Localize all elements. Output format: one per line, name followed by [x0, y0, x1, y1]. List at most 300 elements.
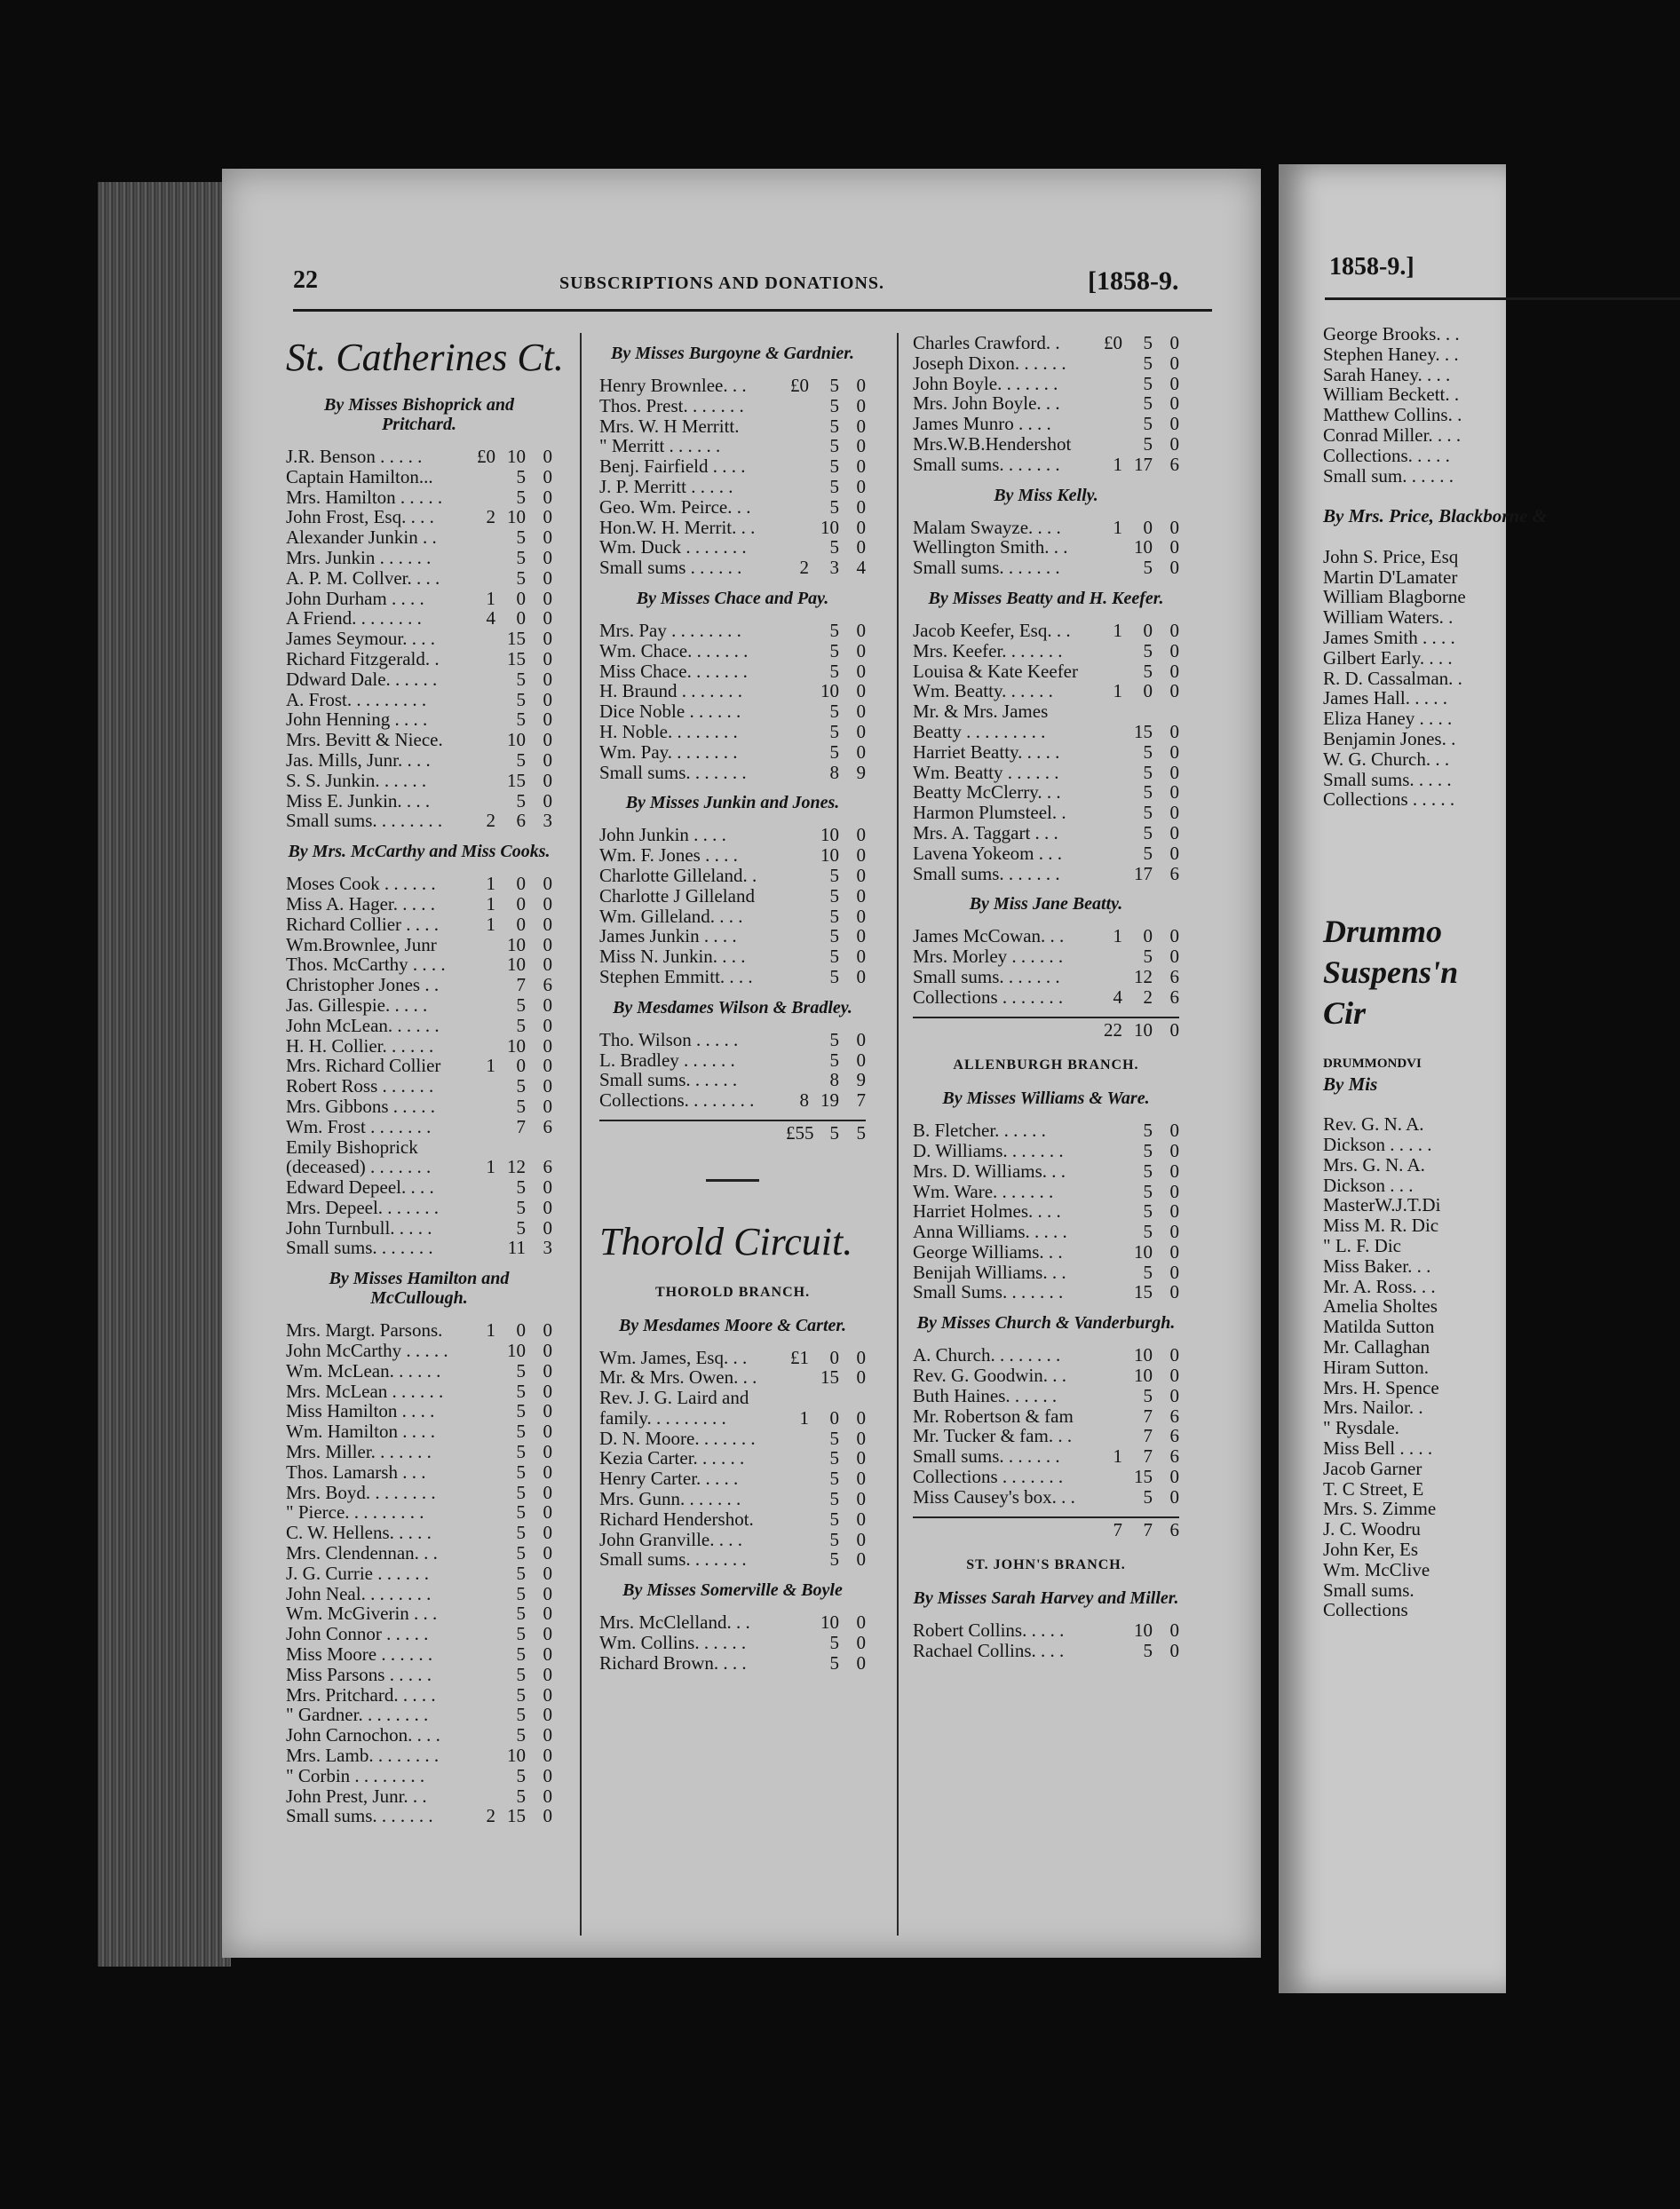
amount-pence: 0: [543, 1663, 552, 1685]
subscription-row: [913, 823, 1179, 843]
amount-shillings: 5: [829, 415, 839, 437]
amount-pounds: [786, 456, 809, 477]
amount-shillings: 5: [516, 748, 526, 771]
amount-pounds: [472, 1543, 495, 1564]
donor-name: Miss Moore . . . . . .: [286, 1643, 433, 1666]
subscription-row: [599, 376, 866, 396]
amount-pounds: [472, 1382, 495, 1402]
subscription-row: [913, 742, 1179, 763]
amount-shillings: 5: [829, 720, 839, 742]
amount-shillings: 5: [516, 1501, 526, 1524]
amount-pence: 0: [543, 1421, 552, 1443]
amount-pence: 0: [856, 1406, 866, 1429]
amount-shillings: 15: [1134, 720, 1153, 742]
amount-shillings: 5: [829, 864, 839, 886]
amount-pence: 0: [1169, 1281, 1179, 1303]
amount-pounds: [1099, 843, 1122, 864]
amount-pence: 0: [543, 506, 552, 528]
amount-shillings: 5: [1143, 781, 1153, 804]
amount-pounds: [1099, 558, 1122, 578]
facing-page-line: Matthew Collins. .: [1323, 404, 1462, 426]
donor-name: Stephen Emmitt. . . .: [599, 965, 753, 987]
amount-shillings: 10: [820, 1611, 839, 1634]
donor-name: B. Fletcher. . . . . .: [913, 1120, 1046, 1142]
amount-shillings: 15: [1134, 1281, 1153, 1303]
section-title: St. Catherines Ct.: [286, 336, 564, 379]
subscription-row: [286, 811, 552, 831]
amount-pence: 0: [543, 1745, 552, 1767]
amount-pence: 0: [543, 994, 552, 1016]
facing-page-line: " L. F. Dic: [1323, 1235, 1401, 1257]
amount-shillings: 5: [516, 1216, 526, 1239]
collector-heading: By Misses Burgoyne & Gardnier.: [611, 344, 854, 363]
amount-pounds: [1099, 946, 1122, 967]
amount-shillings: 5: [516, 1359, 526, 1382]
amount-pounds: £0: [477, 446, 495, 467]
amount-pounds: 1: [486, 913, 495, 935]
donor-name: H. Braund . . . . . . .: [599, 680, 742, 702]
subscription-row: [913, 1620, 1179, 1641]
donor-name: Collections . . . . . . .: [913, 1466, 1064, 1488]
donor-name: Louisa & Kate Keefer: [913, 660, 1078, 682]
amount-pence: 0: [543, 1400, 552, 1422]
branch-heading: ST. JOHN'S BRANCH.: [966, 1557, 1126, 1573]
subscription-row: [913, 537, 1179, 558]
subscription-row: [599, 866, 866, 886]
donor-name: Wm. Beatty . . . . . .: [913, 761, 1059, 783]
amount-pence: 0: [543, 769, 552, 791]
amount-pounds: 22: [1104, 1018, 1122, 1041]
donor-name: Small sums. . . . . . .: [286, 1237, 433, 1259]
subscription-row: [599, 681, 866, 701]
donor-name: Small sums. . . . . . .: [599, 761, 747, 783]
facing-page-line: Small sums.: [1323, 1579, 1415, 1601]
amount-pounds: [472, 690, 495, 710]
amount-pounds: [786, 1549, 809, 1570]
subscription-row: [599, 1050, 866, 1071]
facing-page-line: Miss M. R. Dic: [1323, 1215, 1439, 1237]
donor-name: Mrs. Depeel. . . . . . .: [286, 1196, 440, 1218]
amount-pounds: [472, 1603, 495, 1624]
amount-pounds: [472, 1584, 495, 1604]
collector-heading: By Miss Kelly.: [994, 485, 1098, 505]
amount-pence: 0: [543, 647, 552, 669]
donor-name: Christopher Jones . .: [286, 974, 440, 996]
amount-pounds: [1099, 1201, 1122, 1222]
amount-pounds: [786, 681, 809, 701]
amount-pounds: [1099, 537, 1122, 558]
donor-name: Captain Hamilton...: [286, 465, 433, 487]
subscription-row: [286, 1076, 552, 1097]
amount-shillings: 8: [829, 1069, 839, 1091]
donor-name: Mr. & Mrs. James: [913, 701, 1049, 723]
amount-pence: 0: [856, 680, 866, 702]
donor-name: D. Williams. . . . . . .: [913, 1139, 1064, 1161]
donor-name: Jacob Keefer, Esq. . .: [913, 619, 1071, 641]
amount-pence: 0: [1169, 432, 1179, 455]
amount-pounds: [472, 629, 495, 649]
amount-pounds: [1099, 864, 1122, 884]
facing-page-line: Stephen Haney. . .: [1323, 343, 1459, 365]
section-separator: [706, 1179, 759, 1182]
subscription-row: [913, 1201, 1179, 1222]
facing-page-line: Mrs. Nailor. .: [1323, 1397, 1423, 1419]
amount-pounds: [1099, 1426, 1122, 1446]
facing-page-line: Drummo: [1323, 914, 1443, 950]
amount-pounds: [786, 1367, 809, 1388]
amount-pounds: [1099, 763, 1122, 783]
subscription-row: [913, 1222, 1179, 1242]
amount-pounds: [472, 1483, 495, 1503]
amount-shillings: 5: [829, 435, 839, 457]
amount-shillings: 5: [516, 1461, 526, 1483]
amount-pence: 0: [543, 486, 552, 508]
amount-shillings: 5: [1143, 740, 1153, 763]
collector-heading: By Misses Church & Vanderburgh.: [916, 1313, 1176, 1334]
amount-pence: 0: [1169, 802, 1179, 824]
donor-name: Wm. Collins. . . . . .: [599, 1632, 747, 1654]
facing-page-line: Dickson . . . . .: [1323, 1134, 1432, 1156]
subscription-row: [599, 1653, 866, 1674]
amount-pence: 0: [856, 720, 866, 742]
amount-pence: 6: [1169, 1445, 1179, 1468]
amount-shillings: 5: [829, 1508, 839, 1530]
facing-page-line: By Mrs. Price, Blackborne &: [1323, 505, 1547, 527]
amount-pence: 0: [1169, 946, 1179, 968]
amount-pounds: [786, 1612, 809, 1633]
subscription-row: [286, 1685, 552, 1706]
donor-name: Miss Hamilton . . . .: [286, 1400, 435, 1422]
subscription-row: [913, 1141, 1179, 1161]
amount-shillings: 5: [829, 1028, 839, 1050]
amount-pence: 0: [1169, 720, 1179, 742]
subscription-row: [286, 975, 552, 995]
donor-name: Small sums. . . . . . .: [913, 557, 1060, 579]
subscription-row: [913, 621, 1179, 641]
donor-name: (deceased) . . . . . . .: [286, 1156, 432, 1178]
amount-shillings: 5: [516, 1764, 526, 1786]
subscription-row: [286, 669, 552, 690]
amount-pence: 0: [543, 607, 552, 629]
amount-shillings: 5: [516, 1400, 526, 1422]
donor-name: Harriet Holmes. . . .: [913, 1200, 1061, 1223]
subscription-row: [599, 926, 866, 946]
amount-pounds: [472, 548, 495, 568]
subscription-row: [599, 1408, 866, 1429]
amount-shillings: 5: [1143, 1221, 1153, 1243]
donor-name: Mr. Tucker & fam. . .: [913, 1425, 1073, 1447]
amount-pence: 0: [543, 688, 552, 710]
amount-pounds: £0: [790, 375, 809, 396]
donor-name: Thos. Prest. . . . . . .: [599, 394, 744, 416]
amount-pounds: [1099, 1161, 1122, 1182]
subscription-row: [286, 730, 552, 750]
subscription-row: [286, 914, 552, 935]
branch-heading: ALLENBURGH BRANCH.: [953, 1057, 1139, 1073]
amount-pence: 0: [543, 933, 552, 955]
subscription-row: [913, 1120, 1179, 1141]
subscription-row: [913, 763, 1179, 783]
donor-name: Beatty McClerry. . .: [913, 781, 1061, 804]
subscription-row: [286, 1056, 552, 1076]
amount-shillings: 5: [829, 1468, 839, 1490]
amount-pence: 0: [1169, 536, 1179, 558]
donor-name: Henry Brownlee. . .: [599, 375, 747, 396]
amount-pence: 3: [543, 810, 552, 832]
subscription-row: [913, 967, 1179, 987]
amount-shillings: 5: [1143, 1180, 1153, 1202]
amount-shillings: 0: [516, 1319, 526, 1342]
amount-pence: 0: [856, 1346, 866, 1368]
amount-pence: 0: [1169, 1466, 1179, 1488]
amount-pounds: 1: [799, 1406, 809, 1429]
branch-heading: THOROLD BRANCH.: [654, 1284, 811, 1300]
amount-shillings: 0: [516, 873, 526, 895]
collector-heading: By Mesdames Moore & Carter.: [618, 1315, 847, 1335]
amount-shillings: 5: [516, 1380, 526, 1402]
donor-name: Malam Swayze. . . .: [913, 516, 1061, 538]
subscription-row: [286, 608, 552, 629]
amount-pounds: [472, 487, 495, 508]
donor-name: Edward Depeel. . . .: [286, 1176, 434, 1199]
amount-shillings: 5: [1143, 639, 1153, 661]
donor-name: Miss Parsons . . . . .: [286, 1663, 432, 1685]
donor-name: John Boyle. . . . . . .: [913, 372, 1058, 394]
amount-shillings: 10: [507, 1745, 526, 1767]
amount-pence: 0: [856, 884, 866, 907]
donor-name: Wm. Duck . . . . . . .: [599, 536, 747, 558]
amount-shillings: 5: [516, 1582, 526, 1604]
amount-pounds: [786, 701, 809, 722]
donor-name: Tho. Wilson . . . . .: [599, 1028, 739, 1050]
subscription-row: [913, 374, 1179, 394]
amount-shillings: 0: [1143, 619, 1153, 641]
donor-name: Wm. Hamilton . . . .: [286, 1421, 435, 1443]
donor-name: Collections. . . . . . . .: [599, 1089, 755, 1112]
amount-shillings: 5: [516, 546, 526, 568]
subscription-row: [599, 661, 866, 682]
donor-name: Harriet Beatty. . . . .: [913, 740, 1060, 763]
donor-name: Benijah Williams. . .: [913, 1261, 1066, 1283]
amount-pounds: [786, 518, 809, 538]
amount-shillings: 5: [516, 1481, 526, 1503]
amount-pounds: [786, 1653, 809, 1674]
donor-name: Mrs. McClelland. . .: [599, 1611, 750, 1634]
amount-pounds: [786, 1388, 809, 1408]
amount-shillings: 5: [516, 1542, 526, 1564]
amount-pence: 0: [543, 1522, 552, 1544]
amount-pounds: [472, 1036, 495, 1057]
amount-pence: 0: [543, 1785, 552, 1807]
facing-page-line: Mrs. S. Zimme: [1323, 1498, 1437, 1520]
donor-name: Thos. Lamarsh . . .: [286, 1461, 426, 1483]
donor-name: Richard Brown. . . .: [599, 1651, 747, 1674]
amount-pence: 9: [856, 761, 866, 783]
amount-pounds: [472, 1177, 495, 1198]
amount-shillings: 5: [516, 688, 526, 710]
donor-name: Charlotte J Gilleland: [599, 884, 755, 907]
donor-name: Small sums. . . . . . .: [286, 1805, 433, 1827]
collector-heading: By Misses Somerville & Boyle: [622, 1580, 843, 1601]
amount-pounds: 2: [486, 1805, 495, 1827]
amount-pence: 0: [856, 495, 866, 518]
subscription-row: [286, 629, 552, 649]
amount-pence: 0: [856, 1611, 866, 1634]
facing-page-line: Mr. Callaghan: [1323, 1336, 1430, 1358]
amount-pence: 0: [543, 1603, 552, 1625]
amount-pence: 0: [856, 1468, 866, 1490]
facing-page-line: William Blagborne: [1323, 586, 1466, 608]
column-1: [286, 333, 564, 1827]
amount-shillings: 7: [1143, 1518, 1153, 1540]
subscription-row: [286, 1361, 552, 1382]
amount-shillings: 5: [829, 946, 839, 968]
amount-pence: 0: [856, 1447, 866, 1469]
amount-pounds: [1099, 434, 1122, 455]
subscription-row: [599, 537, 866, 558]
amount-shillings: 5: [516, 527, 526, 549]
amount-pounds: [786, 742, 809, 763]
donor-name: J.R. Benson . . . . .: [286, 446, 423, 467]
donor-name: D. N. Moore. . . . . . .: [599, 1427, 756, 1449]
subscription-row: [286, 1543, 552, 1564]
amount-pounds: [472, 1624, 495, 1644]
facing-header-rule: [1325, 297, 1680, 300]
amount-pounds: [1099, 1282, 1122, 1302]
amount-pence: 6: [1169, 965, 1179, 987]
amount-pence: 0: [543, 527, 552, 549]
subscription-row: [599, 1549, 866, 1570]
amount-pounds: [472, 1016, 495, 1036]
subscription-row: [599, 621, 866, 641]
amount-pounds: [786, 1448, 809, 1469]
amount-pounds: [786, 641, 809, 661]
amount-pence: 0: [1169, 660, 1179, 682]
amount-pounds: [472, 1644, 495, 1665]
facing-page-line: [1323, 871, 1678, 891]
amount-pounds: 1: [486, 587, 495, 609]
amount-pence: 0: [1169, 1139, 1179, 1161]
subscription-row: [913, 864, 1179, 884]
subscription-row: [286, 1320, 552, 1341]
amount-pounds: 4: [1113, 986, 1122, 1008]
subscription-row: [913, 1345, 1179, 1366]
amount-shillings: 5: [516, 566, 526, 589]
donor-name: Wm. James, Esq. . .: [599, 1346, 748, 1368]
amount-pounds: [1099, 722, 1122, 742]
amount-pounds: [1099, 414, 1122, 434]
amount-pence: 0: [1169, 842, 1179, 864]
subscription-row: [913, 987, 1179, 1008]
subscription-row: [913, 558, 1179, 578]
amount-shillings: 0: [829, 1346, 839, 1368]
amount-shillings: 5: [1143, 842, 1153, 864]
amount-pence: 0: [543, 748, 552, 771]
amount-pence: 0: [856, 1028, 866, 1050]
amount-shillings: 7: [516, 1115, 526, 1137]
amount-pence: 0: [543, 1461, 552, 1483]
facing-page-line: Amelia Sholtes: [1323, 1295, 1438, 1318]
donor-name: John Durham . . . .: [286, 587, 424, 609]
donor-name: J. P. Merritt . . . . .: [599, 475, 733, 497]
amount-pounds: [786, 477, 809, 497]
amount-shillings: 5: [1143, 557, 1153, 579]
subscription-row: [286, 1502, 552, 1523]
amount-pounds: [786, 926, 809, 946]
total-row: [599, 1120, 866, 1144]
amount-shillings: 15: [507, 628, 526, 650]
amount-pence: 0: [1169, 925, 1179, 947]
amount-shillings: 5: [1143, 821, 1153, 843]
donor-name: A. P. M. Collver. . . .: [286, 566, 440, 589]
amount-pounds: [1099, 1467, 1122, 1487]
amount-pounds: [786, 967, 809, 987]
subscription-row: [286, 1665, 552, 1685]
amount-shillings: 15: [507, 769, 526, 791]
facing-page-line: W. G. Church. . .: [1323, 748, 1450, 770]
amount-shillings: 10: [507, 933, 526, 955]
amount-shillings: 5: [516, 1441, 526, 1463]
amount-pounds: [1099, 1120, 1122, 1141]
amount-pounds: 1: [1113, 1445, 1122, 1468]
amount-pence: 0: [856, 740, 866, 763]
subscription-row: [913, 353, 1179, 374]
amount-pounds: [472, 1766, 495, 1786]
donor-name: Mrs. John Boyle. . .: [913, 392, 1060, 415]
subscription-row: [913, 1467, 1179, 1487]
amount-pounds: [472, 709, 495, 730]
amount-shillings: 5: [829, 1488, 839, 1510]
amount-shillings: 6: [516, 810, 526, 832]
amount-pounds: [1099, 1620, 1122, 1641]
amount-pence: 0: [856, 844, 866, 867]
subscription-row: [286, 995, 552, 1016]
subscription-row: [599, 967, 866, 987]
subscription-row: [286, 791, 552, 812]
donor-name: " Gardner. . . . . . . .: [286, 1704, 429, 1726]
donor-name: L. Bradley . . . . . .: [599, 1049, 735, 1071]
donor-name: Wm. Frost . . . . . . .: [286, 1115, 432, 1137]
amount-pounds: £1: [790, 1346, 809, 1368]
donor-name: Henry Carter. . . . .: [599, 1468, 739, 1490]
amount-pounds: [1099, 393, 1122, 414]
donor-name: Anna Williams. . . . .: [913, 1221, 1067, 1243]
subscription-row: [599, 1429, 866, 1449]
donor-name: Emily Bishoprick: [286, 1136, 418, 1158]
subscription-row: [286, 568, 552, 589]
facing-page-line: Hiram Sutton.: [1323, 1356, 1429, 1378]
amount-shillings: 5: [1143, 761, 1153, 783]
subscription-row: [913, 1263, 1179, 1283]
amount-pounds: [472, 649, 495, 669]
amount-pence: 0: [1169, 680, 1179, 702]
donor-name: Richard Collier . . . .: [286, 913, 440, 935]
amount-shillings: 5: [829, 495, 839, 518]
amount-shillings: 5: [1143, 432, 1153, 455]
column-2: [599, 333, 866, 1674]
donor-name: Small sums. . . . . . .: [913, 862, 1060, 884]
amount-pence: 0: [543, 1176, 552, 1199]
subscription-row: [599, 1030, 866, 1050]
amount-pence: 0: [543, 1034, 552, 1057]
amount-pence: 6: [1169, 986, 1179, 1008]
amount-pounds: [472, 1725, 495, 1746]
subscription-row: [913, 455, 1179, 475]
donor-name: [599, 1123, 786, 1144]
amount-pence: 0: [1169, 639, 1179, 661]
amount-pence: 0: [543, 1319, 552, 1342]
facing-page-line: Suspens'n: [1323, 954, 1459, 991]
